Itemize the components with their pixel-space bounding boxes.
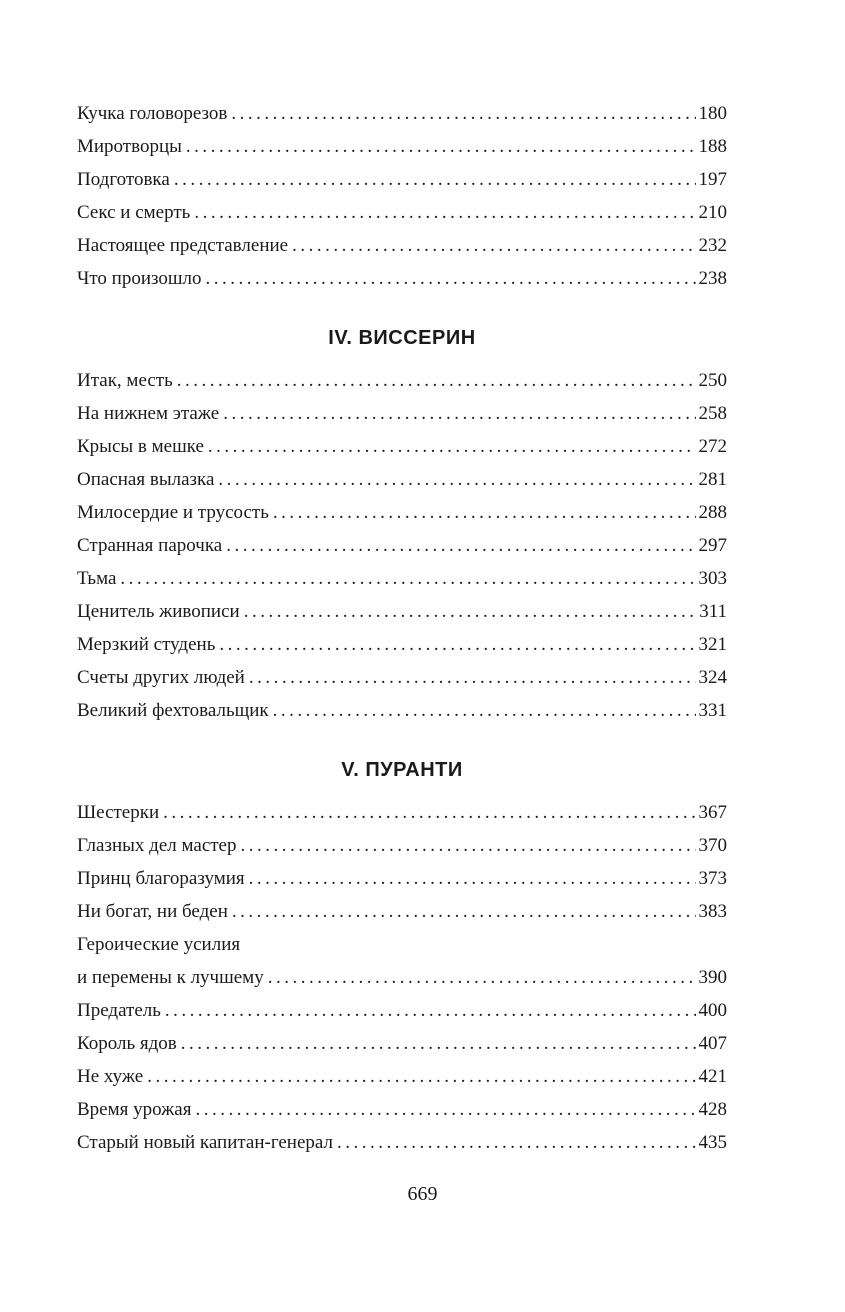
- toc-entry: [77, 562, 727, 595]
- toc-entry-page: 197: [698, 169, 727, 190]
- toc-entry: [77, 364, 727, 397]
- toc-dot-leader: [208, 430, 696, 463]
- toc-dot-leader: [273, 694, 696, 727]
- toc-entry-title: Мерзкий студень: [77, 634, 216, 655]
- toc-entry-title: Странная парочка: [77, 535, 223, 556]
- table-of-contents: [77, 97, 727, 1159]
- toc-section-iv: [77, 364, 727, 727]
- toc-entry-page: 428: [698, 1099, 727, 1120]
- toc-entry: [77, 862, 727, 895]
- toc-entry: [77, 229, 727, 262]
- toc-dot-leader: [206, 262, 696, 295]
- toc-entry-title: Милосердие и трусость: [77, 502, 269, 523]
- toc-dot-leader: [181, 1027, 696, 1060]
- toc-entry: [77, 397, 727, 430]
- toc-entry-title-line1: Героические усилия: [77, 934, 241, 955]
- toc-entry: [77, 895, 727, 928]
- toc-entry-title: Что произошло: [77, 268, 202, 289]
- toc-entry-page: 407: [698, 1033, 727, 1054]
- toc-entry-page: 324: [698, 667, 727, 688]
- toc-entry: [77, 430, 727, 463]
- toc-entry-page: 421: [698, 1066, 727, 1087]
- section-heading-v: V. ПУРАНТИ: [341, 759, 463, 781]
- toc-entry: [77, 496, 727, 529]
- toc-entry-page: 373: [698, 868, 727, 889]
- page-number: 669: [407, 1183, 438, 1205]
- toc-dot-leader: [226, 529, 695, 562]
- toc-dot-leader: [292, 229, 695, 262]
- toc-dot-leader: [147, 1060, 695, 1093]
- toc-entry: [77, 595, 727, 628]
- toc-dot-leader: [244, 595, 697, 628]
- toc-dot-leader: [268, 961, 696, 994]
- toc-entry-title: Не хуже: [77, 1066, 144, 1087]
- toc-dot-leader: [163, 796, 695, 829]
- toc-entry: [77, 262, 727, 295]
- toc-entry-title: Крысы в мешке: [77, 436, 204, 457]
- toc-dot-leader: [219, 628, 695, 661]
- toc-entry-title: Принц благоразумия: [77, 868, 245, 889]
- toc-entry-page: 331: [698, 700, 727, 721]
- toc-dot-leader: [249, 661, 696, 694]
- toc-entry-page: 288: [698, 502, 727, 523]
- toc-entry-title: Ни богат, ни беден: [77, 901, 228, 922]
- toc-entry-page: 281: [698, 469, 727, 490]
- toc-dot-leader: [186, 130, 696, 163]
- toc-entry-page: 370: [698, 835, 727, 856]
- toc-entry-title: Ценитель живописи: [77, 601, 240, 622]
- toc-dot-leader: [223, 397, 695, 430]
- toc-entry: [77, 1060, 727, 1093]
- toc-section-v: [77, 796, 727, 1159]
- toc-entry-title: Итак, месть: [77, 370, 173, 391]
- toc-entry-title: Время урожая: [77, 1099, 192, 1120]
- toc-entry-page: 232: [698, 235, 727, 256]
- toc-entry-title: Секс и смерть: [77, 202, 191, 223]
- toc-entry-title: На нижнем этаже: [77, 403, 220, 424]
- toc-entry-title: Подготовка: [77, 169, 170, 190]
- toc-dot-leader: [249, 862, 696, 895]
- toc-dot-leader: [120, 562, 695, 595]
- toc-entry: [77, 961, 727, 994]
- toc-entry-title: Король ядов: [77, 1033, 177, 1054]
- toc-entry-page: 188: [698, 136, 727, 157]
- toc-entry-title: Старый новый капитан-генерал: [77, 1132, 333, 1153]
- toc-entry-title: Предатель: [77, 1000, 161, 1021]
- toc-entry: [77, 829, 727, 862]
- toc-dot-leader: [232, 895, 696, 928]
- toc-entry: [77, 1093, 727, 1126]
- toc-entry: [77, 163, 727, 196]
- toc-entry: [77, 661, 727, 694]
- toc-entry-page: 210: [698, 202, 727, 223]
- toc-entry-page: 311: [699, 601, 727, 622]
- toc-dot-leader: [177, 364, 696, 397]
- toc-entry-title: Настоящее представление: [77, 235, 289, 256]
- toc-entry-title: Тьма: [77, 568, 117, 589]
- toc-dot-leader: [218, 463, 695, 496]
- toc-entry-page: 383: [698, 901, 727, 922]
- toc-entry-title: Шестерки: [77, 802, 160, 823]
- toc-entry-page: 367: [698, 802, 727, 823]
- toc-entry-page: 321: [698, 634, 727, 655]
- toc-entry: [77, 796, 727, 829]
- toc-entry-title: Миротворцы: [77, 136, 182, 157]
- toc-dot-leader: [195, 1093, 695, 1126]
- toc-entry: [77, 196, 727, 229]
- toc-dot-leader: [165, 994, 696, 1027]
- toc-dot-leader: [174, 163, 696, 196]
- toc-dot-leader: [241, 829, 696, 862]
- toc-entry-title: Глазных дел мастер: [77, 835, 237, 856]
- toc-entry-page: 238: [698, 268, 727, 289]
- toc-entry-page: 180: [698, 103, 727, 124]
- toc-entry-page: 303: [698, 568, 727, 589]
- toc-entry-title-line2: и перемены к лучшему: [77, 967, 264, 988]
- toc-dot-leader: [194, 196, 695, 229]
- toc-entry: [77, 463, 727, 496]
- toc-entry: [77, 994, 727, 1027]
- toc-entry: [77, 1126, 727, 1159]
- toc-entry: [77, 130, 727, 163]
- toc-dot-leader: [337, 1126, 696, 1159]
- toc-entry: [77, 97, 727, 130]
- toc-entry-page: 400: [698, 1000, 727, 1021]
- toc-entry: [77, 1027, 727, 1060]
- toc-entry-title: Великий фехтовальщик: [77, 700, 269, 721]
- toc-entry-title: Кучка головорезов: [77, 103, 228, 124]
- toc-entry-title: Счеты других людей: [77, 667, 245, 688]
- toc-entry: [77, 529, 727, 562]
- section-heading-iv: IV. ВИССЕРИН: [328, 327, 476, 349]
- toc-entry-page: 297: [698, 535, 727, 556]
- toc-entry-page: 258: [698, 403, 727, 424]
- toc-entry-page: 250: [698, 370, 727, 391]
- toc-entry-page: 272: [698, 436, 727, 457]
- toc-dot-leader: [273, 496, 696, 529]
- toc-dot-leader: [231, 97, 695, 130]
- toc-entry: [77, 628, 727, 661]
- toc-entry-page: 390: [698, 967, 727, 988]
- toc-entry-page: 435: [698, 1132, 727, 1153]
- toc-group-continued: [77, 97, 727, 295]
- toc-entry: [77, 694, 727, 727]
- toc-entry-title: Опасная вылазка: [77, 469, 215, 490]
